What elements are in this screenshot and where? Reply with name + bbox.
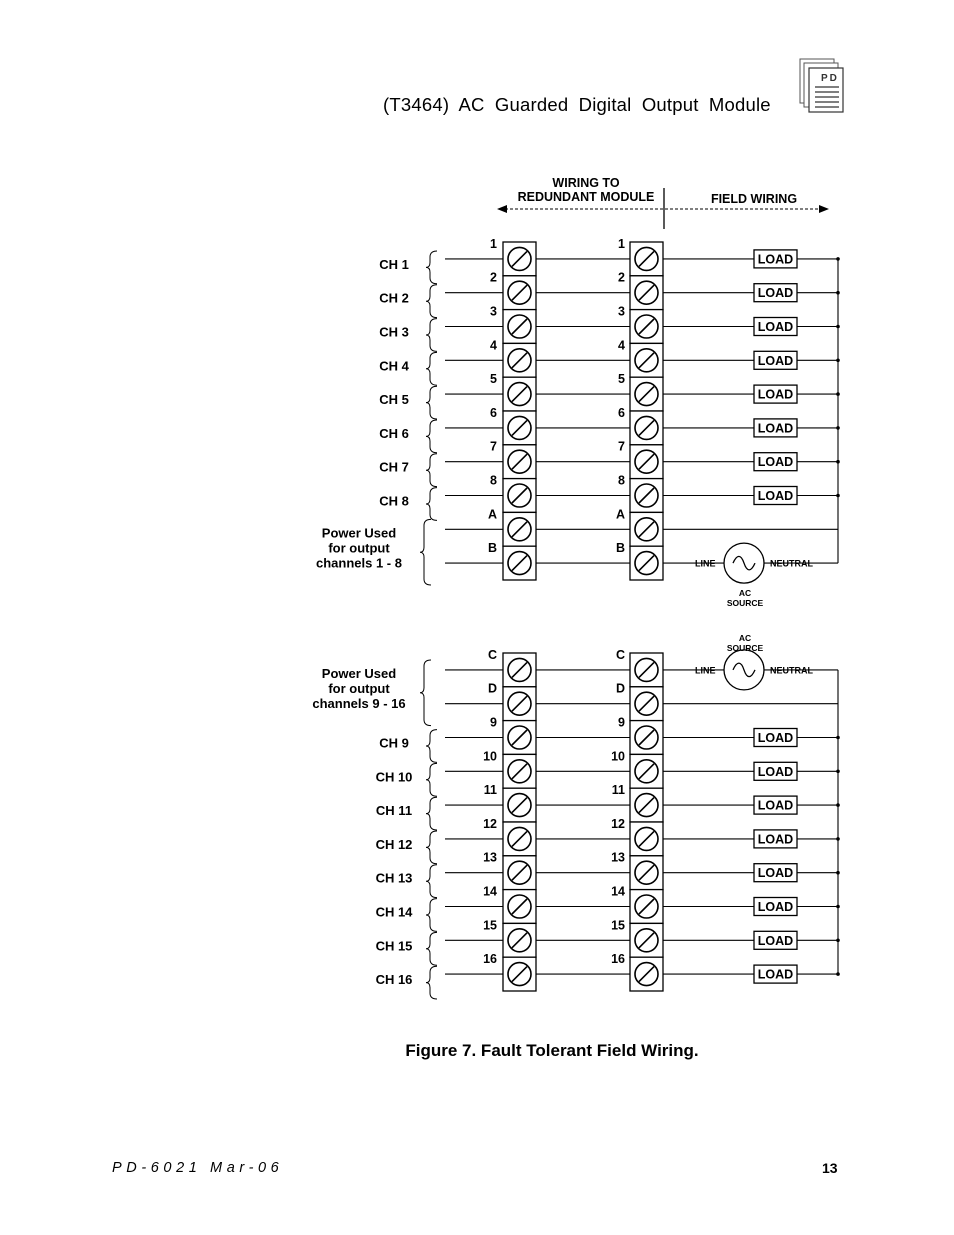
terminal-number-right: 3 (618, 304, 625, 319)
screw-terminal-left (503, 890, 536, 924)
load-label: LOAD (757, 866, 794, 881)
channel-label: CH 3 (379, 324, 409, 340)
terminal-number-left: C (487, 647, 497, 662)
load-label: LOAD (757, 967, 794, 982)
terminal-number-right: 16 (611, 952, 625, 967)
screw-terminal-right (630, 479, 663, 513)
terminal-number-left: 5 (490, 372, 497, 387)
screw-terminal-left (503, 687, 536, 721)
terminal-number-left: 10 (483, 749, 497, 764)
channel-brace (426, 319, 437, 352)
load-box (754, 762, 840, 780)
channel-brace (426, 352, 437, 385)
load-box (754, 385, 840, 403)
channel-brace (426, 454, 437, 487)
screw-terminal-right (630, 310, 663, 344)
screw-terminal-right (630, 721, 663, 755)
screw-terminal-right (630, 687, 663, 721)
screw-terminal-left (503, 923, 536, 957)
screw-terminal-right (630, 822, 663, 856)
channel-label: CH 16 (375, 972, 413, 988)
load-box (754, 796, 840, 814)
screw-terminal-right (630, 343, 663, 377)
terminal-number-right: 15 (611, 918, 625, 933)
field-wiring-label: FIELD WIRING (710, 192, 798, 206)
load-box (754, 965, 840, 983)
line-label: LINE (695, 558, 716, 569)
load-label: LOAD (757, 252, 794, 267)
power-brace (420, 660, 431, 726)
terminal-number-left: B (487, 541, 497, 556)
ac-source (695, 633, 813, 690)
terminal-number-left: 14 (483, 884, 497, 899)
screw-terminal-right (630, 957, 663, 991)
power-brace (420, 519, 431, 585)
terminal-number-right: 11 (611, 783, 625, 798)
load-label: LOAD (757, 900, 794, 914)
channel-label: CH 11 (375, 803, 413, 819)
screw-terminal-right (630, 512, 663, 546)
channel-brace (426, 899, 437, 932)
screw-terminal-right (630, 377, 663, 411)
load-box (754, 351, 840, 369)
lower-terminal-block-group (312, 633, 839, 999)
power-label-line: channels 9 - 16 (312, 696, 406, 711)
terminal-number-left: 7 (490, 439, 497, 454)
terminal-number-right: A (615, 507, 625, 522)
terminal-number-left: 11 (483, 783, 497, 798)
channel-label: CH 5 (379, 392, 409, 408)
channel-brace (426, 797, 437, 830)
screw-terminal-left (503, 377, 536, 411)
screw-terminal-left (503, 512, 536, 546)
screw-terminal-right (630, 890, 663, 924)
logo-text: PD (821, 73, 839, 84)
screw-terminal-left (503, 343, 536, 377)
channel-label: CH 15 (375, 938, 413, 954)
ac-source-label-1: AC (738, 588, 752, 599)
load-label: LOAD (757, 387, 794, 402)
wiring-to-label-2: REDUNDANT MODULE (517, 190, 655, 204)
upper-terminal-block-group (316, 237, 840, 608)
neutral-label: NEUTRAL (770, 558, 813, 569)
terminal-number-right: 5 (618, 372, 625, 387)
load-label: LOAD (757, 731, 794, 745)
diagram-top-labels (497, 176, 829, 229)
terminal-number-right: 8 (618, 473, 625, 488)
load-box (754, 250, 840, 268)
load-label: LOAD (757, 764, 794, 779)
terminal-number-right: 1 (618, 236, 625, 251)
terminal-number-left: D (487, 681, 497, 696)
ac-source-label-2: SOURCE (726, 642, 764, 653)
terminal-number-left: 9 (490, 715, 497, 730)
screw-terminal-right (630, 754, 663, 788)
arrow-right-icon (819, 205, 829, 213)
channel-label: CH 12 (375, 836, 413, 852)
load-box (754, 487, 840, 505)
terminal-number-left: A (487, 507, 497, 522)
load-label: LOAD (757, 832, 794, 847)
terminal-number-right: B (615, 541, 625, 556)
screw-terminal-right (630, 411, 663, 445)
load-box (754, 453, 840, 471)
channel-brace (426, 831, 437, 864)
channel-label: CH 8 (379, 493, 409, 509)
terminal-number-left: 2 (490, 270, 497, 285)
channel-label: CH 10 (375, 769, 413, 785)
terminal-number-left: 6 (490, 405, 497, 420)
channel-brace (426, 932, 437, 965)
channel-brace (426, 386, 437, 419)
terminal-number-right: 13 (611, 850, 625, 865)
channel-label: CH 14 (375, 904, 413, 920)
load-label: LOAD (757, 933, 794, 948)
terminal-number-left: 16 (483, 952, 497, 967)
screw-terminal-right (630, 242, 663, 276)
screw-terminal-left (503, 310, 536, 344)
terminal-number-left: 8 (490, 473, 497, 488)
terminal-number-right: 12 (611, 816, 625, 831)
terminal-number-right: 7 (618, 439, 625, 454)
channel-label: CH 13 (375, 870, 413, 886)
screw-terminal-left (503, 721, 536, 755)
channel-brace (426, 420, 437, 453)
load-box (754, 419, 840, 437)
power-label-line: for output (328, 681, 390, 696)
load-label: LOAD (757, 455, 794, 470)
terminal-number-left: 13 (483, 850, 497, 865)
terminal-number-right: 4 (618, 338, 625, 353)
screw-terminal-left (503, 276, 536, 310)
page-header-title: (T3464) AC Guarded Digital Output Module (383, 94, 771, 115)
terminal-number-left: 12 (483, 816, 497, 831)
ac-source (695, 543, 813, 608)
arrow-left-icon (497, 205, 507, 213)
load-box (754, 318, 840, 336)
load-box (754, 931, 840, 949)
terminal-number-right: D (615, 681, 625, 696)
screw-terminal-right (630, 856, 663, 890)
channel-label: CH 1 (379, 256, 409, 272)
load-box (754, 729, 840, 747)
power-label-line: Power Used (321, 525, 397, 541)
ac-source-label-1: AC (738, 632, 752, 643)
screw-terminal-left (503, 479, 536, 513)
terminal-number-right: 14 (611, 884, 625, 899)
load-box (754, 284, 840, 302)
load-box (754, 830, 840, 848)
terminal-number-left: 3 (490, 304, 497, 319)
channel-label: CH 7 (379, 459, 409, 475)
screw-terminal-right (630, 653, 663, 687)
channel-brace (426, 730, 437, 763)
screw-terminal-left (503, 788, 536, 822)
channel-label: CH 2 (379, 290, 409, 306)
figure-caption: Figure 7. Fault Tolerant Field Wiring. (405, 1041, 699, 1060)
load-box (754, 864, 840, 882)
terminal-number-right: 2 (618, 270, 625, 285)
channel-brace (426, 285, 437, 318)
power-label-line: for output (328, 540, 390, 556)
screw-terminal-right (630, 788, 663, 822)
power-label-line: Power Used (321, 666, 397, 681)
load-label: LOAD (757, 353, 794, 368)
screw-terminal-left (503, 445, 536, 479)
power-label-line: channels 1 - 8 (316, 555, 402, 571)
footer-doc-id: PD-6021 Mar-06 (112, 1160, 284, 1176)
screw-terminal-right (630, 445, 663, 479)
neutral-label: NEUTRAL (770, 665, 813, 676)
terminal-number-left: 15 (483, 918, 497, 933)
load-label: LOAD (757, 798, 794, 813)
channel-brace (426, 251, 437, 284)
ac-source-label-2: SOURCE (726, 598, 764, 609)
load-label: LOAD (757, 421, 794, 436)
screw-terminal-left (503, 411, 536, 445)
channel-label: CH 4 (379, 358, 409, 374)
screw-terminal-left (503, 653, 536, 687)
load-label: LOAD (757, 489, 794, 503)
screw-terminal-right (630, 923, 663, 957)
footer-page-number: 13 (822, 1160, 838, 1176)
channel-brace (426, 763, 437, 796)
channel-label: CH 9 (379, 735, 409, 751)
terminal-number-left: 4 (490, 338, 497, 353)
terminal-number-right: 9 (618, 715, 625, 730)
terminal-number-right: 6 (618, 405, 625, 420)
channel-brace (426, 966, 437, 999)
load-label: LOAD (757, 286, 794, 301)
screw-terminal-left (503, 856, 536, 890)
terminal-number-right: 10 (611, 749, 625, 764)
terminal-number-left: 1 (490, 236, 497, 251)
load-label: LOAD (757, 320, 794, 334)
terminal-number-right: C (615, 647, 625, 662)
channel-brace (426, 865, 437, 898)
channel-brace (426, 488, 437, 521)
screw-terminal-right (630, 276, 663, 310)
load-box (754, 898, 840, 916)
line-label: LINE (695, 665, 716, 676)
screw-terminal-left (503, 957, 536, 991)
channel-label: CH 6 (379, 425, 409, 441)
screw-terminal-right (630, 546, 663, 580)
screw-terminal-left (503, 546, 536, 580)
wiring-to-label-1: WIRING TO (552, 176, 620, 190)
screw-terminal-left (503, 822, 536, 856)
screw-terminal-left (503, 242, 536, 276)
screw-terminal-left (503, 754, 536, 788)
